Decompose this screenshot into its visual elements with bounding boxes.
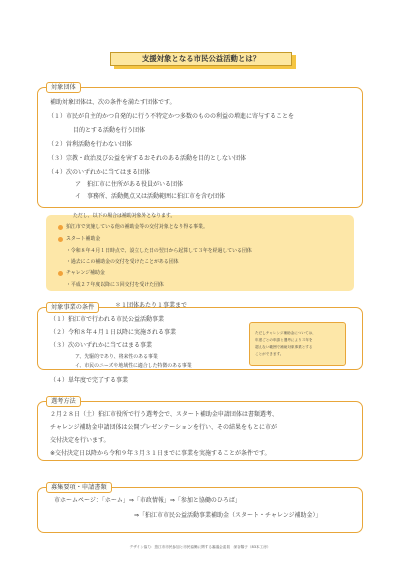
design-credit: デザイン協力：狛江市市民参加と市民協働に関する審議会委員 深谷陽子（83本工房） — [129, 545, 271, 549]
application-box — [37, 487, 363, 533]
target-project-tag: 対象事業の条件 — [46, 302, 99, 313]
selection-line-1: ２月２８日（土）狛江市役所で行う選考会で、スタート補助金申請団体は書類選考、 — [50, 411, 278, 418]
exclusion-intro: ただし、以下の場合は補助対象外となります。 — [73, 213, 176, 219]
target-project-item-3b: イ、市民のニーズや地域性に適合した特徴のある事業 — [75, 363, 192, 369]
exclusion-bullet-2-sub-2: ・過去にこの補助金の交付を受けたことがある団体 — [66, 259, 179, 265]
exclusion-bullet-2: スタート補助金 — [66, 236, 101, 242]
bullet-dot-3 — [58, 271, 63, 276]
target-project-item-4: （４）単年度で完了する事業 — [50, 377, 129, 384]
title-banner — [110, 52, 296, 69]
exclusion-bullet-3-sub-1: ・平成２７年度以降に３回交付を受けた団体 — [66, 282, 164, 288]
target-org-item-1: （１）市民が自主的かつ自発的に行う不特定かつ多数のものの利益の増進に寄与することを — [48, 113, 295, 120]
target-org-intro: 補助対象団体は、次の条件を満たす団体です。 — [50, 99, 176, 106]
bullet-dot-2 — [58, 237, 63, 242]
bullet-dot-1 — [58, 225, 63, 230]
challenge-note-line-1: ただしチャレンジ補助金については、 — [255, 331, 316, 335]
application-line-2: ⇒「狛江市市民公益活動事業補助金（スタート・チャレンジ補助金）」 — [134, 512, 322, 519]
target-project-item-3a: ア、先駆的であり、将来性のある事業 — [75, 354, 158, 360]
target-project-item-2: （２）令和８年４月１日以降に実施される事業 — [50, 329, 177, 336]
application-line-1: 市ホームページ：「ホーム」⇒「市政情報」⇒「参加と協働のひろば」 — [54, 497, 241, 504]
selection-line-2: チャレンジ補助金申請団体は公開プレゼンテーションを行い、その結果をもとに市が — [50, 424, 278, 431]
target-org-item-1-cont: 目的とする活動を行う団体 — [73, 127, 146, 134]
selection-line-4: ※交付決定日以降から令和９年３月３１日までに事業を実施することが条件です。 — [50, 450, 271, 457]
challenge-note-line-4: ことができます。 — [255, 352, 284, 356]
target-org-item-4: （４）次のいずれかに当てはまる団体 — [48, 169, 151, 176]
challenge-note-line-2: 年度ごとの申請と選考により３年を — [255, 338, 313, 342]
exclusion-bullet-3: チャレンジ補助金 — [66, 270, 105, 276]
selection-line-3: 交付決定を行います。 — [50, 437, 110, 444]
target-org-tag: 対象団体 — [46, 82, 81, 93]
target-project-item-1: （１）狛江市で行われる市民公益活動事業 — [50, 316, 165, 323]
exclusion-bullet-1: 狛江市で実施している他の補助金等の交付対象となり得る事業。 — [66, 224, 208, 230]
target-org-item-2: （２）営利活動を行わない団体 — [48, 141, 133, 148]
application-tag: 募集要項・申請書類 — [46, 482, 112, 493]
target-project-item-3: （３）次のいずれかに当てはまる事業 — [50, 342, 153, 349]
target-project-note: ＊１団体あたり１事業まで — [115, 302, 188, 309]
challenge-note-box — [249, 322, 346, 366]
page-title: 支援対象となる市民公益活動とは？ — [141, 54, 261, 63]
target-org-item-4a: ア 狛江市に住所がある役員がいる団体 — [75, 181, 184, 188]
challenge-note-line-3: 超えない範囲で補助対象事業とする — [255, 345, 313, 349]
selection-tag: 選考方法 — [46, 396, 81, 407]
exclusion-bullet-2-sub-1: ・令和８年４月１日時点で、設立した日の翌日から起算して３年を経過している団体 — [66, 248, 252, 254]
target-org-item-3: （３）宗教・政治及び公益を害するおそれのある活動を目的としない団体 — [48, 155, 247, 162]
target-org-item-4b: イ 事務所、活動拠点又は活動範囲に狛江市を含む団体 — [75, 193, 226, 200]
